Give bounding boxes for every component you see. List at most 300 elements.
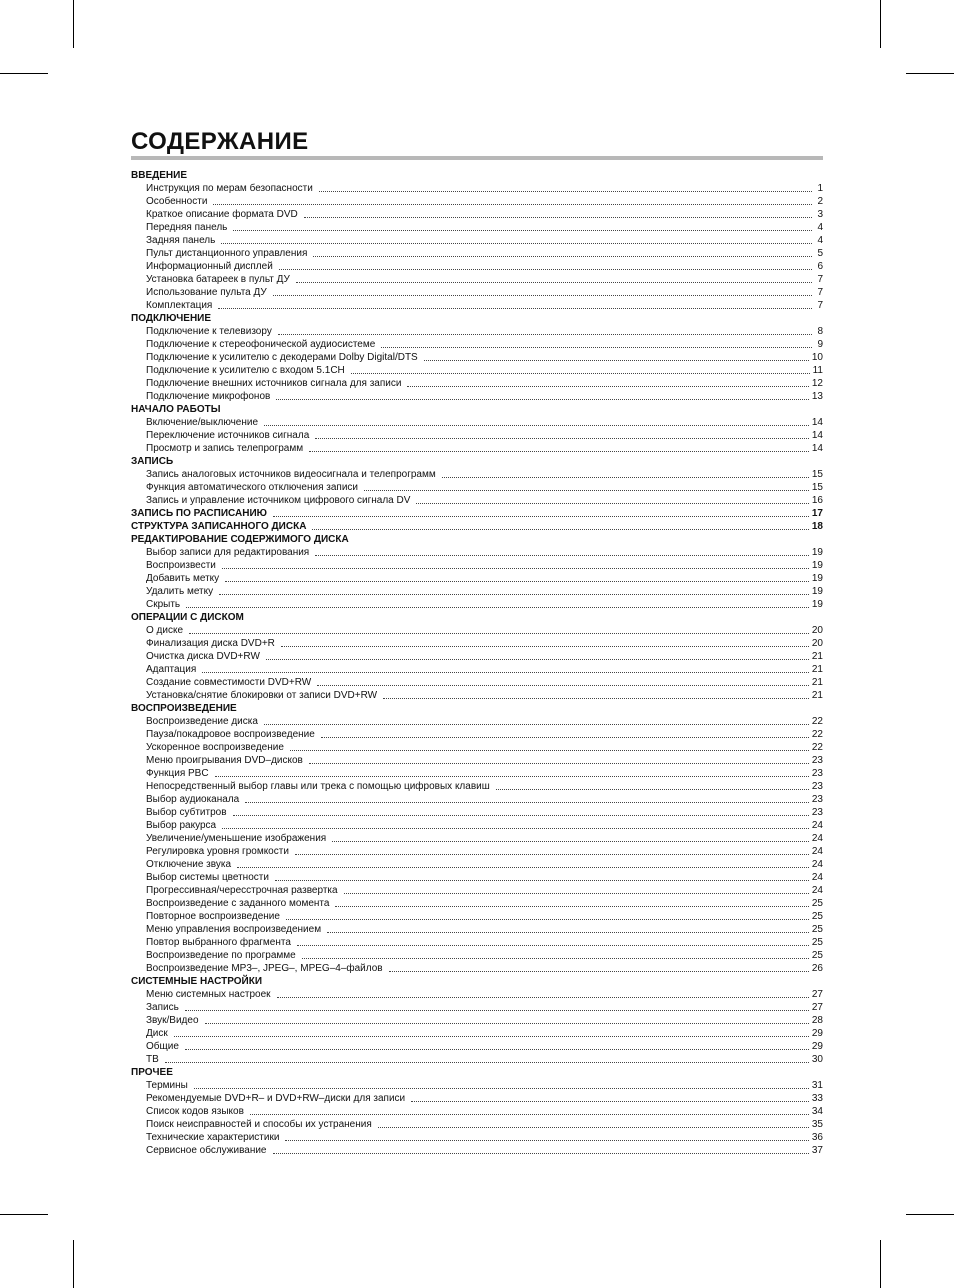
page-number: 11: [812, 365, 823, 376]
page-number: 24: [811, 872, 823, 883]
toc-entry[interactable]: [131, 871, 823, 884]
crop-mark-bottom-right: [880, 1240, 881, 1288]
dot-leader: [233, 814, 809, 816]
toc-entry[interactable]: [131, 598, 823, 611]
page-title: СОДЕРЖАНИЕ: [131, 128, 309, 155]
dot-leader: [317, 684, 809, 686]
toc-section-heading[interactable]: [131, 507, 823, 520]
toc-entry-label: Меню проигрывания DVD–дисков: [146, 755, 303, 766]
toc-entry[interactable]: [131, 754, 823, 767]
page-number: 17: [811, 508, 823, 519]
toc-entry-label: Воспроизвести: [146, 560, 216, 571]
toc-entry-label: Создание совместимости DVD+RW: [146, 677, 312, 688]
toc-section-heading[interactable]: [131, 1066, 823, 1079]
toc-entry[interactable]: [131, 663, 823, 676]
toc-entry[interactable]: [131, 377, 823, 390]
dot-leader: [297, 944, 809, 946]
dot-leader: [335, 905, 808, 907]
page-number: 4: [817, 222, 823, 233]
toc-entry[interactable]: [131, 806, 823, 819]
toc-entry-label: Меню системных настроек: [146, 989, 271, 1000]
dot-leader: [281, 645, 809, 647]
page-number: 26: [811, 963, 823, 974]
page-number: 25: [811, 924, 823, 935]
page-number: 19: [811, 599, 823, 610]
toc-entry[interactable]: [131, 728, 823, 741]
toc-entry[interactable]: [131, 884, 823, 897]
toc-entry-label: Подключение микрофонов: [146, 391, 271, 402]
toc-entry[interactable]: [131, 910, 823, 923]
toc-entry[interactable]: [131, 832, 823, 845]
dot-leader: [364, 489, 809, 491]
toc-section-heading[interactable]: [131, 403, 823, 416]
toc-entry[interactable]: [131, 793, 823, 806]
toc-entry-label: Меню управления воспроизведением: [146, 924, 322, 935]
dot-leader: [496, 788, 809, 790]
page-number: 37: [811, 1145, 823, 1156]
toc-entry-label: Функция автоматического отключения записи: [146, 482, 358, 493]
toc-entry-label: Пульт дистанционного управления: [146, 248, 308, 259]
page-number: 21: [811, 664, 823, 675]
page-number: 27: [811, 1002, 823, 1013]
toc-entry-label: Выбор субтитров: [146, 807, 227, 818]
dot-leader: [309, 762, 809, 764]
section-heading-label: РЕДАКТИРОВАНИЕ СОДЕРЖИМОГО ДИСКА: [131, 534, 349, 545]
toc-entry[interactable]: [131, 351, 823, 364]
toc-entry[interactable]: [131, 650, 823, 663]
toc-entry-label: Увеличение/уменьшение изображения: [146, 833, 327, 844]
dot-leader: [351, 372, 810, 374]
page-number: 23: [811, 807, 823, 818]
dot-leader: [327, 931, 809, 933]
page-number: 15: [811, 482, 823, 493]
dot-leader: [277, 996, 809, 998]
page-number: 21: [811, 690, 823, 701]
dot-leader: [186, 606, 809, 608]
dot-leader: [165, 1061, 809, 1063]
toc-entry[interactable]: [131, 1131, 823, 1144]
toc-entry[interactable]: [131, 1105, 823, 1118]
toc-entry-label: Непосредственный выбор главы или трека с помощью цифровых клавиш: [146, 781, 490, 792]
toc-section: [131, 702, 823, 975]
toc-entry[interactable]: [131, 286, 823, 299]
toc-entry-label: Запись аналоговых источников видеосигнала и телепрограмм: [146, 469, 436, 480]
toc-entry-label: Диск: [146, 1028, 168, 1039]
toc-entry-label: Список кодов языков: [146, 1106, 244, 1117]
toc-entry-label: Подключение к усилителю с входом 5.1CH: [146, 365, 345, 376]
section-heading-label: ПОДКЛЮЧЕНИЕ: [131, 313, 212, 324]
page-number: 6: [817, 261, 823, 272]
dot-leader: [309, 450, 809, 452]
page-number: 25: [811, 911, 823, 922]
dot-leader: [225, 580, 809, 582]
dot-leader: [205, 1022, 809, 1024]
page-number: 24: [811, 846, 823, 857]
page-number: 19: [811, 586, 823, 597]
toc-entry-label: Удалить метку: [146, 586, 214, 597]
toc-entry[interactable]: [131, 221, 823, 234]
toc-entry[interactable]: [131, 936, 823, 949]
dot-leader: [245, 801, 809, 803]
toc-entry-label: Передняя панель: [146, 222, 228, 233]
page-number: 33: [811, 1093, 823, 1104]
toc-entry-label: Информационный дисплей: [146, 261, 273, 272]
dot-leader: [273, 515, 809, 517]
toc-entry-label: Общие: [146, 1041, 179, 1052]
toc-entry[interactable]: [131, 1053, 823, 1066]
dot-leader: [286, 918, 809, 920]
toc-entry-label: Скрыть: [146, 599, 181, 610]
toc-entry[interactable]: [131, 1040, 823, 1053]
dot-leader: [285, 1139, 808, 1141]
toc-entry-label: Термины: [146, 1080, 188, 1091]
dot-leader: [442, 476, 809, 478]
dot-leader: [276, 398, 809, 400]
section-heading-label: НАЧАЛО РАБОТЫ: [131, 404, 221, 415]
toc-entry[interactable]: [131, 767, 823, 780]
toc-entry[interactable]: [131, 494, 823, 507]
toc-entry-label: Использование пульта ДУ: [146, 287, 267, 298]
toc-entry-label: Повтор выбранного фрагмента: [146, 937, 291, 948]
dot-leader: [221, 242, 812, 244]
page-number: 29: [811, 1028, 823, 1039]
toc-entry-label: Выбор записи для редактирования: [146, 547, 310, 558]
page-number: 21: [811, 651, 823, 662]
toc-section: [131, 169, 823, 312]
toc-entry-label: Отключение звука: [146, 859, 232, 870]
page-number: 25: [811, 898, 823, 909]
page-number: 14: [811, 417, 823, 428]
toc-section: [131, 611, 823, 702]
dot-leader: [315, 554, 809, 556]
toc-entry[interactable]: [131, 780, 823, 793]
crop-mark-bottom-left-h: [0, 1214, 48, 1215]
dot-leader: [233, 229, 812, 231]
toc-entry[interactable]: [131, 897, 823, 910]
dot-leader: [222, 567, 809, 569]
toc-entry-label: Рекомендуемые DVD+R– и DVD+RW–диски для записи: [146, 1093, 406, 1104]
dot-leader: [302, 957, 809, 959]
dot-leader: [407, 385, 808, 387]
page-number: 18: [811, 521, 823, 532]
dot-leader: [222, 827, 809, 829]
toc-entry[interactable]: [131, 819, 823, 832]
toc-entry[interactable]: [131, 195, 823, 208]
toc-section-heading[interactable]: [131, 611, 823, 624]
page-number: 8: [817, 326, 823, 337]
toc-entry-label: Подключение внешних источников сигнала для записи: [146, 378, 402, 389]
toc-section-heading[interactable]: [131, 702, 823, 715]
toc-entry-label: Краткое описание формата DVD: [146, 209, 298, 220]
crop-mark-bottom-left: [73, 1240, 74, 1288]
page-number: 28: [811, 1015, 823, 1026]
crop-mark-top-right: [880, 0, 881, 48]
title-underline: [131, 156, 823, 160]
page-number: 21: [811, 677, 823, 688]
dot-leader: [381, 346, 812, 348]
toc-entry[interactable]: [131, 637, 823, 650]
page-number: 23: [811, 781, 823, 792]
page-number: 12: [811, 378, 823, 389]
toc-section: [131, 520, 823, 533]
page-number: 7: [817, 274, 823, 285]
page-number: 24: [811, 833, 823, 844]
toc-entry[interactable]: [131, 585, 823, 598]
page-number: 24: [811, 820, 823, 831]
toc-entry-label: Прогрессивная/чересстрочная развертка: [146, 885, 338, 896]
toc-entry[interactable]: [131, 468, 823, 481]
toc-section-heading[interactable]: [131, 169, 823, 182]
page-number: 24: [811, 859, 823, 870]
toc-entry[interactable]: [131, 624, 823, 637]
toc-entry-label: Пауза/покадровое воспроизведение: [146, 729, 315, 740]
toc-entry[interactable]: [131, 208, 823, 221]
dot-leader: [321, 736, 809, 738]
toc-entry-label: Поиск неисправностей и способы их устранения: [146, 1119, 372, 1130]
toc-entry-label: Установка/снятие блокировки от записи DVD+RW: [146, 690, 378, 701]
dot-leader: [279, 268, 812, 270]
dot-leader: [295, 853, 809, 855]
toc-entry[interactable]: [131, 962, 823, 975]
dot-leader: [174, 1035, 809, 1037]
toc-entry[interactable]: [131, 858, 823, 871]
toc-entry-label: Выбор системы цветности: [146, 872, 269, 883]
toc-entry[interactable]: [131, 416, 823, 429]
toc-entry[interactable]: [131, 325, 823, 338]
page-number: 23: [811, 768, 823, 779]
toc-section: [131, 455, 823, 507]
dot-leader: [344, 892, 809, 894]
dot-leader: [250, 1113, 809, 1115]
toc-entry-label: Запись: [146, 1002, 179, 1013]
page-number: 7: [817, 287, 823, 298]
toc-entry-label: Выбор ракурса: [146, 820, 217, 831]
dot-leader: [290, 749, 809, 751]
toc-entry[interactable]: [131, 429, 823, 442]
toc-entry[interactable]: [131, 689, 823, 702]
page-number: 30: [811, 1054, 823, 1065]
toc-entry-label: Запись и управление источником цифрового сигнала DV: [146, 495, 411, 506]
toc-entry[interactable]: [131, 247, 823, 260]
toc-entry[interactable]: [131, 741, 823, 754]
dot-leader: [219, 593, 809, 595]
dot-leader: [218, 307, 812, 309]
page-number: 23: [811, 794, 823, 805]
toc-entry[interactable]: [131, 845, 823, 858]
dot-leader: [264, 723, 809, 725]
toc-entry[interactable]: [131, 1027, 823, 1040]
page-number: 25: [811, 950, 823, 961]
toc-entry-label: Адаптация: [146, 664, 197, 675]
dot-leader: [424, 359, 809, 361]
toc-entry[interactable]: [131, 1092, 823, 1105]
page-number: 29: [811, 1041, 823, 1052]
page-number: 22: [811, 742, 823, 753]
toc-entry[interactable]: [131, 559, 823, 572]
toc-entry-label: Финализация диска DVD+R: [146, 638, 275, 649]
page-number: 36: [811, 1132, 823, 1143]
page-number: 13: [811, 391, 823, 402]
toc-entry[interactable]: [131, 338, 823, 351]
dot-leader: [383, 697, 809, 699]
toc-entry-label: Повторное воспроизведение: [146, 911, 280, 922]
toc-entry-label: Технические характеристики: [146, 1132, 280, 1143]
page-number: 16: [811, 495, 823, 506]
page-number: 14: [811, 430, 823, 441]
toc-entry[interactable]: [131, 1001, 823, 1014]
toc-section-heading[interactable]: [131, 533, 823, 546]
toc-entry[interactable]: [131, 676, 823, 689]
toc-entry-label: Воспроизведение по программе: [146, 950, 296, 961]
toc-entry-label: Подключение к стереофонической аудиосистеме: [146, 339, 376, 350]
toc-entry[interactable]: [131, 1014, 823, 1027]
crop-mark-top-left-h: [0, 73, 48, 74]
crop-mark-top-left: [73, 0, 74, 48]
toc-entry[interactable]: [131, 715, 823, 728]
page-number: 24: [811, 885, 823, 896]
toc-section-heading[interactable]: [131, 455, 823, 468]
page-number: 1: [817, 183, 823, 194]
page-number: 10: [811, 352, 823, 363]
toc-entry-label: Выбор аудиоканала: [146, 794, 240, 805]
page-number: 20: [811, 625, 823, 636]
toc-entry-label: Добавить метку: [146, 573, 220, 584]
toc-entry-label: О диске: [146, 625, 184, 636]
toc-entry[interactable]: [131, 1144, 823, 1157]
toc-entry[interactable]: [131, 546, 823, 559]
dot-leader: [202, 671, 809, 673]
section-heading-label: ВОСПРОИЗВЕДЕНИЕ: [131, 703, 237, 714]
toc-entry[interactable]: [131, 182, 823, 195]
page-number: 14: [811, 443, 823, 454]
toc-entry[interactable]: [131, 299, 823, 312]
page-number: 31: [811, 1080, 823, 1091]
dot-leader: [332, 840, 809, 842]
section-heading-label: СИСТЕМНЫЕ НАСТРОЙКИ: [131, 976, 263, 987]
dot-leader: [389, 970, 809, 972]
page-number: 35: [811, 1119, 823, 1130]
page-number: 19: [811, 573, 823, 584]
toc-section-heading[interactable]: [131, 975, 823, 988]
dot-leader: [319, 190, 812, 192]
toc-entry-label: Звук/Видео: [146, 1015, 199, 1026]
page-number: 5: [817, 248, 823, 259]
toc-section-heading[interactable]: [131, 520, 823, 533]
page-number: 22: [811, 716, 823, 727]
toc-entry[interactable]: [131, 364, 823, 377]
toc-entry-label: Очистка диска DVD+RW: [146, 651, 260, 662]
page-number: 3: [817, 209, 823, 220]
dot-leader: [296, 281, 812, 283]
toc-entry-label: Воспроизведение MP3–, JPEG–, MPEG–4–файлов: [146, 963, 383, 974]
dot-leader: [266, 658, 809, 660]
section-heading-label: ЗАПИСЬ: [131, 456, 174, 467]
toc-section: [131, 507, 823, 520]
dot-leader: [273, 1152, 809, 1154]
toc-entry[interactable]: [131, 923, 823, 936]
page-number: 2: [817, 196, 823, 207]
page-number: 19: [811, 547, 823, 558]
toc-section: [131, 975, 823, 1066]
section-heading-label: ЗАПИСЬ ПО РАСПИСАНИЮ: [131, 508, 267, 519]
table-of-contents: [131, 169, 823, 1157]
toc-entry-label: Комплектация: [146, 300, 213, 311]
section-heading-label: СТРУКТУРА ЗАПИСАННОГО ДИСКА: [131, 521, 307, 532]
toc-entry[interactable]: [131, 949, 823, 962]
page-number: 4: [817, 235, 823, 246]
crop-mark-bottom-right-h: [906, 1214, 954, 1215]
section-heading-label: ПРОЧЕЕ: [131, 1067, 173, 1078]
toc-entry-label: Особенности: [146, 196, 208, 207]
toc-entry[interactable]: [131, 234, 823, 247]
toc-entry-label: Подключение к усилителю с декодерами Dolby Digital/DTS: [146, 352, 418, 363]
toc-entry-label: ТВ: [146, 1054, 159, 1065]
toc-entry-label: Функция PBC: [146, 768, 209, 779]
toc-entry-label: Задняя панель: [146, 235, 216, 246]
toc-entry[interactable]: [131, 988, 823, 1001]
toc-entry[interactable]: [131, 572, 823, 585]
dot-leader: [278, 333, 812, 335]
toc-entry-label: Просмотр и запись телепрограмм: [146, 443, 304, 454]
dot-leader: [315, 437, 809, 439]
toc-entry-label: Переключение источников сигнала: [146, 430, 310, 441]
toc-section: [131, 403, 823, 455]
toc-entry[interactable]: [131, 1118, 823, 1131]
toc-entry-label: Воспроизведение с заданного момента: [146, 898, 330, 909]
dot-leader: [185, 1009, 809, 1011]
dot-leader: [215, 775, 809, 777]
page-number: 25: [811, 937, 823, 948]
toc-entry-label: Подключение к телевизору: [146, 326, 272, 337]
toc-entry[interactable]: [131, 442, 823, 455]
toc-entry[interactable]: [131, 1079, 823, 1092]
toc-entry[interactable]: [131, 260, 823, 273]
page-number: 20: [811, 638, 823, 649]
dot-leader: [416, 502, 808, 504]
dot-leader: [273, 294, 812, 296]
toc-entry[interactable]: [131, 481, 823, 494]
dot-leader: [213, 203, 812, 205]
toc-entry-label: Ускоренное воспроизведение: [146, 742, 284, 753]
toc-entry[interactable]: [131, 390, 823, 403]
toc-entry-label: Воспроизведение диска: [146, 716, 258, 727]
page-number: 22: [811, 729, 823, 740]
dot-leader: [275, 879, 809, 881]
toc-section-heading[interactable]: [131, 312, 823, 325]
page-number: 19: [811, 560, 823, 571]
page-number: 9: [817, 339, 823, 350]
toc-entry[interactable]: [131, 273, 823, 286]
toc-section: [131, 1066, 823, 1157]
dot-leader: [185, 1048, 809, 1050]
page-number: 15: [811, 469, 823, 480]
dot-leader: [378, 1126, 809, 1128]
toc-section: [131, 533, 823, 611]
dot-leader: [237, 866, 809, 868]
dot-leader: [264, 424, 809, 426]
section-heading-label: ВВЕДЕНИЕ: [131, 170, 187, 181]
page-number: 34: [811, 1106, 823, 1117]
dot-leader: [411, 1100, 809, 1102]
page-number: 27: [811, 989, 823, 1000]
dot-leader: [312, 528, 808, 530]
page-number: 7: [817, 300, 823, 311]
section-heading-label: ОПЕРАЦИИ С ДИСКОМ: [131, 612, 244, 623]
toc-entry-label: Регулировка уровня громкости: [146, 846, 289, 857]
dot-leader: [304, 216, 812, 218]
dot-leader: [313, 255, 812, 257]
page-number: 23: [811, 755, 823, 766]
